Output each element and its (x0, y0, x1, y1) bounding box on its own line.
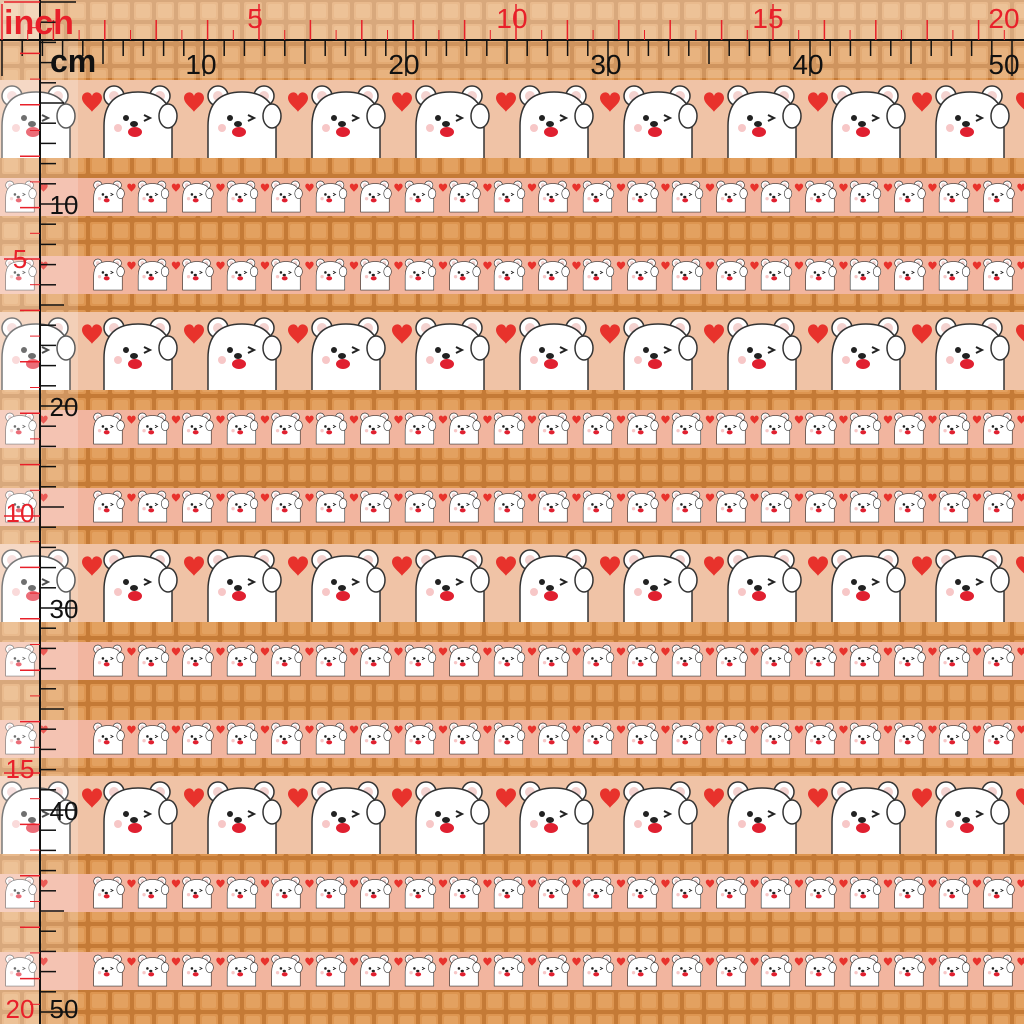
cm-tick-label: 50 (49, 994, 79, 1024)
inch-tick-label: 5 (12, 244, 28, 274)
small-bear-row (0, 410, 1024, 448)
waffle-band (0, 526, 1024, 544)
waffle-band (0, 854, 1024, 874)
inch-tick-label: 5 (247, 3, 263, 34)
inch-tick-label: 15 (752, 3, 784, 34)
inch-tick-label: 20 (5, 994, 35, 1024)
large-bear-row (0, 312, 1024, 392)
waffle-band (0, 990, 1024, 1008)
small-bear-row (0, 642, 1024, 680)
small-bear-row (0, 178, 1024, 216)
inch-label: inch (4, 4, 74, 42)
inch-tick-label: 10 (5, 498, 35, 528)
cm-label: cm (50, 43, 97, 79)
waffle-band (0, 390, 1024, 410)
small-bear-row (0, 874, 1024, 912)
inch-tick-label: 20 (988, 3, 1020, 34)
small-bear-row (0, 952, 1024, 990)
waffle-band (0, 758, 1024, 776)
waffle-band (0, 912, 1024, 952)
cm-tick-label: 20 (49, 392, 79, 422)
cm-tick-label: 30 (49, 594, 79, 624)
small-bear-row (0, 256, 1024, 294)
cm-tick-label: 40 (792, 49, 824, 80)
small-bear-row (0, 488, 1024, 526)
cm-tick-label: 40 (49, 796, 79, 826)
waffle-band (0, 680, 1024, 720)
cm-tick-label: 50 (988, 49, 1020, 80)
waffle-band (0, 294, 1024, 312)
waffle-band (0, 448, 1024, 488)
waffle-band (0, 1008, 1024, 1024)
cm-tick-label: 20 (388, 49, 420, 80)
large-bear-row (0, 80, 1024, 160)
waffle-band (0, 622, 1024, 642)
cm-tick-label: 10 (185, 49, 217, 80)
waffle-band (0, 158, 1024, 178)
inch-tick-label: 15 (5, 754, 35, 784)
cm-tick-label: 10 (49, 190, 79, 220)
waffle-band (0, 216, 1024, 256)
inch-tick-label: 10 (496, 3, 528, 34)
large-bear-row (0, 776, 1024, 856)
small-bear-row (0, 720, 1024, 758)
large-bear-row (0, 544, 1024, 624)
cm-tick-label: 30 (590, 49, 622, 80)
